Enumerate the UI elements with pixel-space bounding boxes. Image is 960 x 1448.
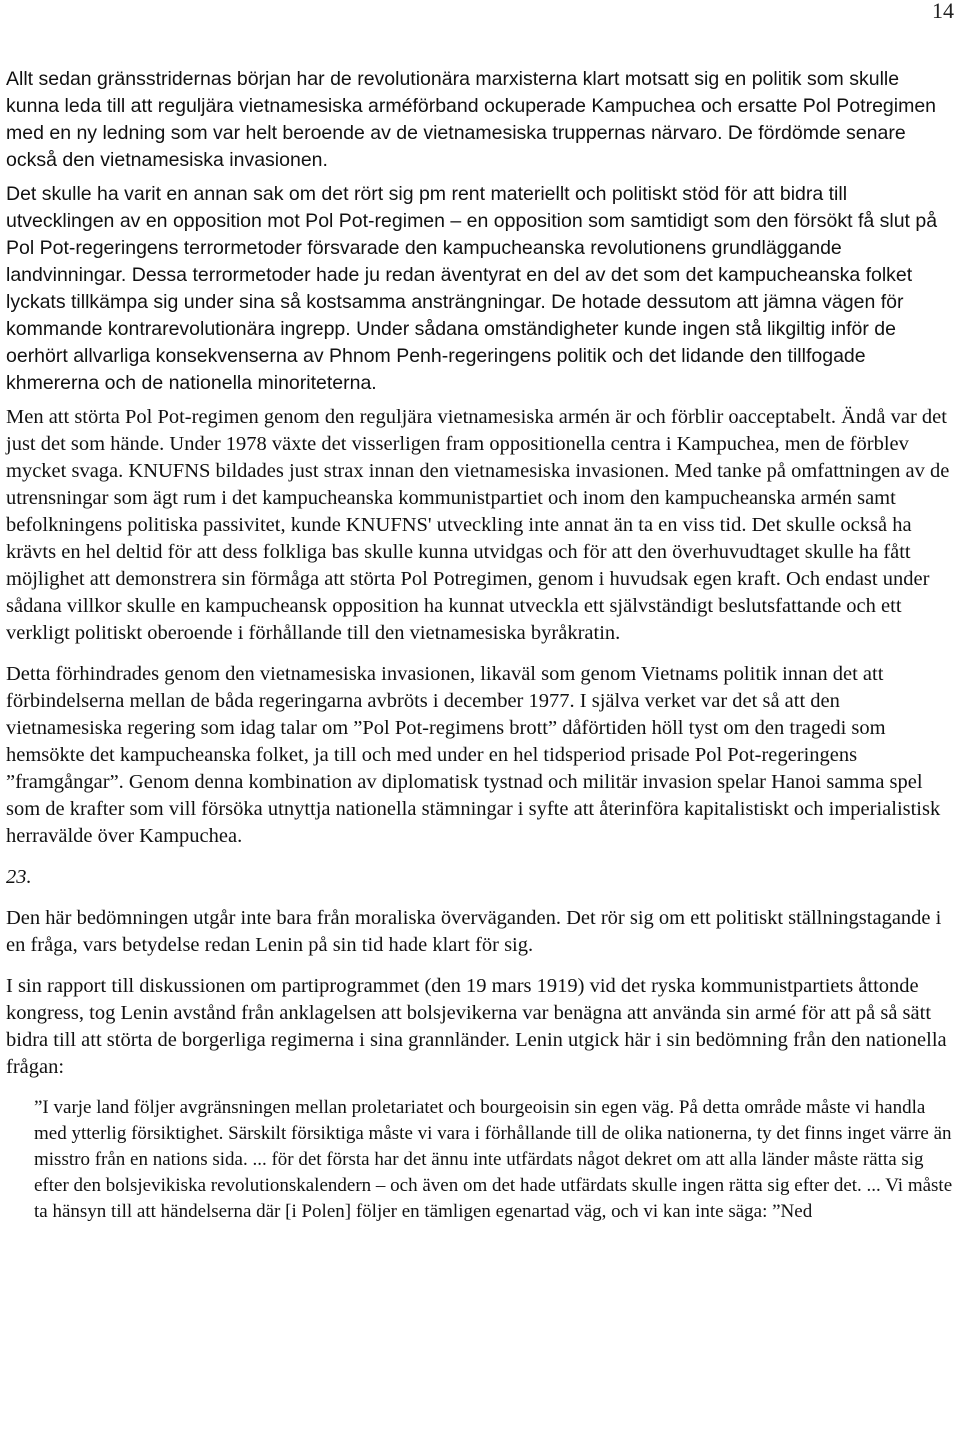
paragraph-3: Men att störta Pol Pot-regimen genom den reguljära vietnamesiska armén är och förblir oacceptabelt. Ändå var det just det som hände. Under 1978 växte det visserligen fram oppositionella centra i Kampuchea, men de förblev mycket svaga. KNUFNS bildades just strax innan den vietnamesiska invasionen. Med tanke på omfattningen av de utrensningar som ägt rum i det kampucheanska kommunistpartiet och inom den kampucheanska armén samt befolkningens politiska passivitet, kunde KNUFNS' utveckling inte annat än ta en viss tid. Det skulle också ha krävts en hel deltid för att dess folkliga bas skulle kunna utvidgas och för att den överhuvudtaget skulle ha fått möjlighet att demonstrera sin förmåga att störta Pol Potregimen, genom i huvudsak egen kraft. Och endast under sådana villkor skulle en kampucheansk opposition ha kunnat utveckla ett självständigt beslutsfattande och ett verkligt politiskt oberoende i förhållande till den vietnamesiska byråkratin. [6, 406, 950, 644]
paragraph-6: I sin rapport till diskussionen om partiprogrammet (den 19 mars 1919) vid det ryska kommunistpartiets åttonde kongress, tog Lenin avstånd från anklagelsen att bolsjevikerna var benägna att använda sin armé för att på så sätt bidra till att störta de borgerliga regimerna i sina grannländer. Lenin utgick här i sin bedömning från den nationella frågan: [6, 975, 947, 1078]
document-body [6, 66, 954, 1225]
page-number: 14 [932, 0, 954, 23]
block-quote: ”I varje land följer avgränsningen mellan proletariatet och bourgeoisin sin egen väg. På detta område måste vi handla med ytterlig försiktighet. Särskilt försiktiga måste vi vara i förhållande till de olika nationerna, ty det finns inget värre än misstro från en nations sida. ... för det första har det ännu inte utfärdats något dekret om att alla länder måste rätta sig efter den bolsjevikiska revolutionskalendern – och även om det hade utfärdats skulle ingen rätta sig efter det. ... Vi måste ta hänsyn till att händelserna där [i Polen] följer en tämligen egenartad väg, och vi kan inte säga: ”Ned [34, 1097, 953, 1222]
paragraph-4: Detta förhindrades genom den vietnamesiska invasionen, likaväl som genom Vietnams politik innan det att förbindelserna mellan de båda regeringarna avbröts i december 1977. I själva verket var det så att den vietnamesiska regering som idag talar om ”Pol Pot-regimens brott” dåförtiden höll tyst om den tragedi som hemsökte det kampucheanska folket, ja till och med under en hel tidsperiod prisade Pol Pot-regeringens ”framgångar”. Genom denna kombination av diplomatisk tystnad och militär invasion spelar Hanoi samma spel som de krafter som vill försöka utnyttja nationella stämningar i syfte att återinföra kapitalistiskt och imperialistisk herravälde över Kampuchea. [6, 663, 941, 847]
paragraph-2: Det skulle ha varit en annan sak om det rört sig pm rent materiellt och politiskt stöd för att bidra till utvecklingen av en opposition mot Pol Pot-regimen – en opposition som samtidigt som den försökt få slut på Pol Pot-regeringens terrormetoder försvarade den kampucheanska revolutionens grundläggande landvinningar. Dessa terrormetoder hade ju redan äventyrat en del av det som det kampucheanska folket lyckats tillkämpa sig under sina så kostsamma ansträngningar. De hotade dessutom att jämna vägen för kommande kontrarevolutionära ingrepp. Under sådana omständigheter kunde ingen stå likgiltig inför de oerhört allvarliga konsekvenserna av Phnom Penh-regeringens politik och det lidande den tillfogade khmererna och de nationella minoriteterna. [6, 183, 938, 394]
section-number: 23. [6, 866, 32, 888]
paragraph-5: Den här bedömningen utgår inte bara från moraliska överväganden. Det rör sig om ett politiskt ställningstagande i en fråga, vars betydelse redan Lenin på sin tid hade klart för sig. [6, 907, 942, 956]
paragraph-1: Allt sedan gränsstridernas början har de revolutionära marxisterna klart motsatt sig en politik som skulle kunna leda till att reguljära vietnamesiska arméförband ockuperade Kampuchea och ersatte Pol Potregimen med en ny ledning som var helt beroende av de vietnamesiska truppernas närvaro. De fördömde senare också den vietnamesiska invasionen. [6, 68, 937, 171]
